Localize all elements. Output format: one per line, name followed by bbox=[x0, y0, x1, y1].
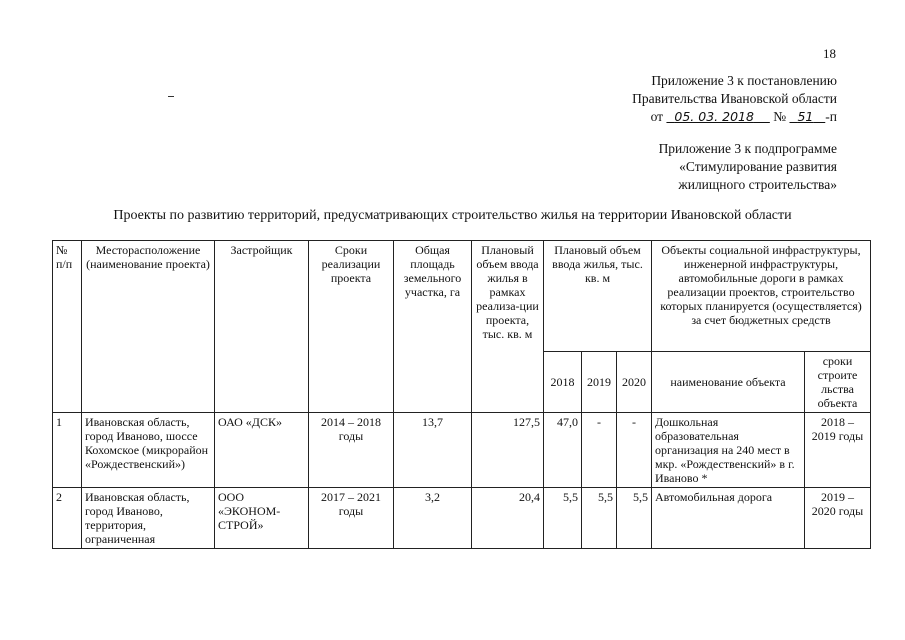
appendix-resolution-line1: Приложение 3 к постановлению bbox=[651, 73, 837, 88]
header-location: Месторасположение (наименование проекта) bbox=[82, 241, 215, 413]
cell-object-period: 2019 – 2020 годы bbox=[805, 488, 871, 549]
cell-location: Ивановская область, город Иваново, территория, ограниченная bbox=[82, 488, 215, 549]
appendix-subprogram-line1: Приложение 3 к подпрограмме bbox=[658, 141, 837, 156]
header-area: Общая площадь земельного участка, га bbox=[394, 241, 472, 413]
cell-num: 1 bbox=[53, 413, 82, 488]
appendix-resolution-block bbox=[632, 72, 837, 126]
cell-2020: 5,5 bbox=[617, 488, 652, 549]
header-object-period: сроки строите льства объекта bbox=[805, 352, 871, 413]
cell-area: 3,2 bbox=[394, 488, 472, 549]
header-num: № п/п bbox=[53, 241, 82, 413]
cell-2019: - bbox=[582, 413, 617, 488]
cell-developer: ОАО «ДСК» bbox=[215, 413, 309, 488]
header-period: Сроки реализации проекта bbox=[309, 241, 394, 413]
projects-table bbox=[52, 240, 871, 549]
from-label: от bbox=[650, 109, 664, 124]
header-year-2020: 2020 bbox=[617, 352, 652, 413]
cell-location: Ивановская область, город Иваново, шоссе Кохомское (микрорайон «Рождественский») bbox=[82, 413, 215, 488]
header-row-1 bbox=[53, 241, 871, 352]
cell-area: 13,7 bbox=[394, 413, 472, 488]
cell-object-period: 2018 – 2019 годы bbox=[805, 413, 871, 488]
number-label: № bbox=[773, 109, 787, 124]
header-year-2018: 2018 bbox=[544, 352, 582, 413]
cell-object-name: Автомобильная дорога bbox=[652, 488, 805, 549]
cell-2019: 5,5 bbox=[582, 488, 617, 549]
header-objects: Объекты социальной инфраструктуры, инженерной инфраструктуры, автомобильные дороги в рамках реализации проектов, строительство которых планируется (осуществляется) за счет бюджетных средств bbox=[652, 241, 871, 352]
cell-planned-total: 20,4 bbox=[472, 488, 544, 549]
header-planned-yearly: Плановый объем ввода жилья, тыс. кв. м bbox=[544, 241, 652, 352]
header-planned-total: Плановый объем ввода жилья в рамках реализа-ции проекта, тыс. кв. м bbox=[472, 241, 544, 413]
cell-2020: - bbox=[617, 413, 652, 488]
table-row bbox=[53, 488, 871, 549]
appendix-resolution-line3 bbox=[632, 108, 837, 126]
resolution-number: 51 bbox=[797, 109, 814, 124]
cell-period: 2014 – 2018 годы bbox=[309, 413, 394, 488]
cell-2018: 47,0 bbox=[544, 413, 582, 488]
appendix-resolution-line2: Правительства Ивановской области bbox=[632, 91, 837, 106]
page-number: 18 bbox=[823, 46, 836, 61]
scan-mark bbox=[168, 96, 174, 97]
header-developer: Застройщик bbox=[215, 241, 309, 413]
appendix-subprogram-line3: жилищного строительства» bbox=[678, 177, 837, 192]
cell-period: 2017 – 2021 годы bbox=[309, 488, 394, 549]
table-row bbox=[53, 413, 871, 488]
resolution-date: 05. 03. 2018 bbox=[674, 109, 754, 124]
cell-object-name: Дошкольная образовательная организация на 240 мест в мкр. «Рождественский» в г. Иваново * bbox=[652, 413, 805, 488]
appendix-subprogram-block bbox=[659, 140, 837, 194]
header-object-name: наименование объекта bbox=[652, 352, 805, 413]
header-year-2019: 2019 bbox=[582, 352, 617, 413]
cell-developer: ООО «ЭКОНОМ-СТРОЙ» bbox=[215, 488, 309, 549]
cell-num: 2 bbox=[53, 488, 82, 549]
appendix-subprogram-line2: «Стимулирование развития bbox=[679, 159, 837, 174]
number-suffix: -п bbox=[825, 109, 837, 124]
cell-2018: 5,5 bbox=[544, 488, 582, 549]
cell-planned-total: 127,5 bbox=[472, 413, 544, 488]
document-title: Проекты по развитию территорий, предусматривающих строительство жилья на территории Ивановской области bbox=[113, 208, 792, 223]
